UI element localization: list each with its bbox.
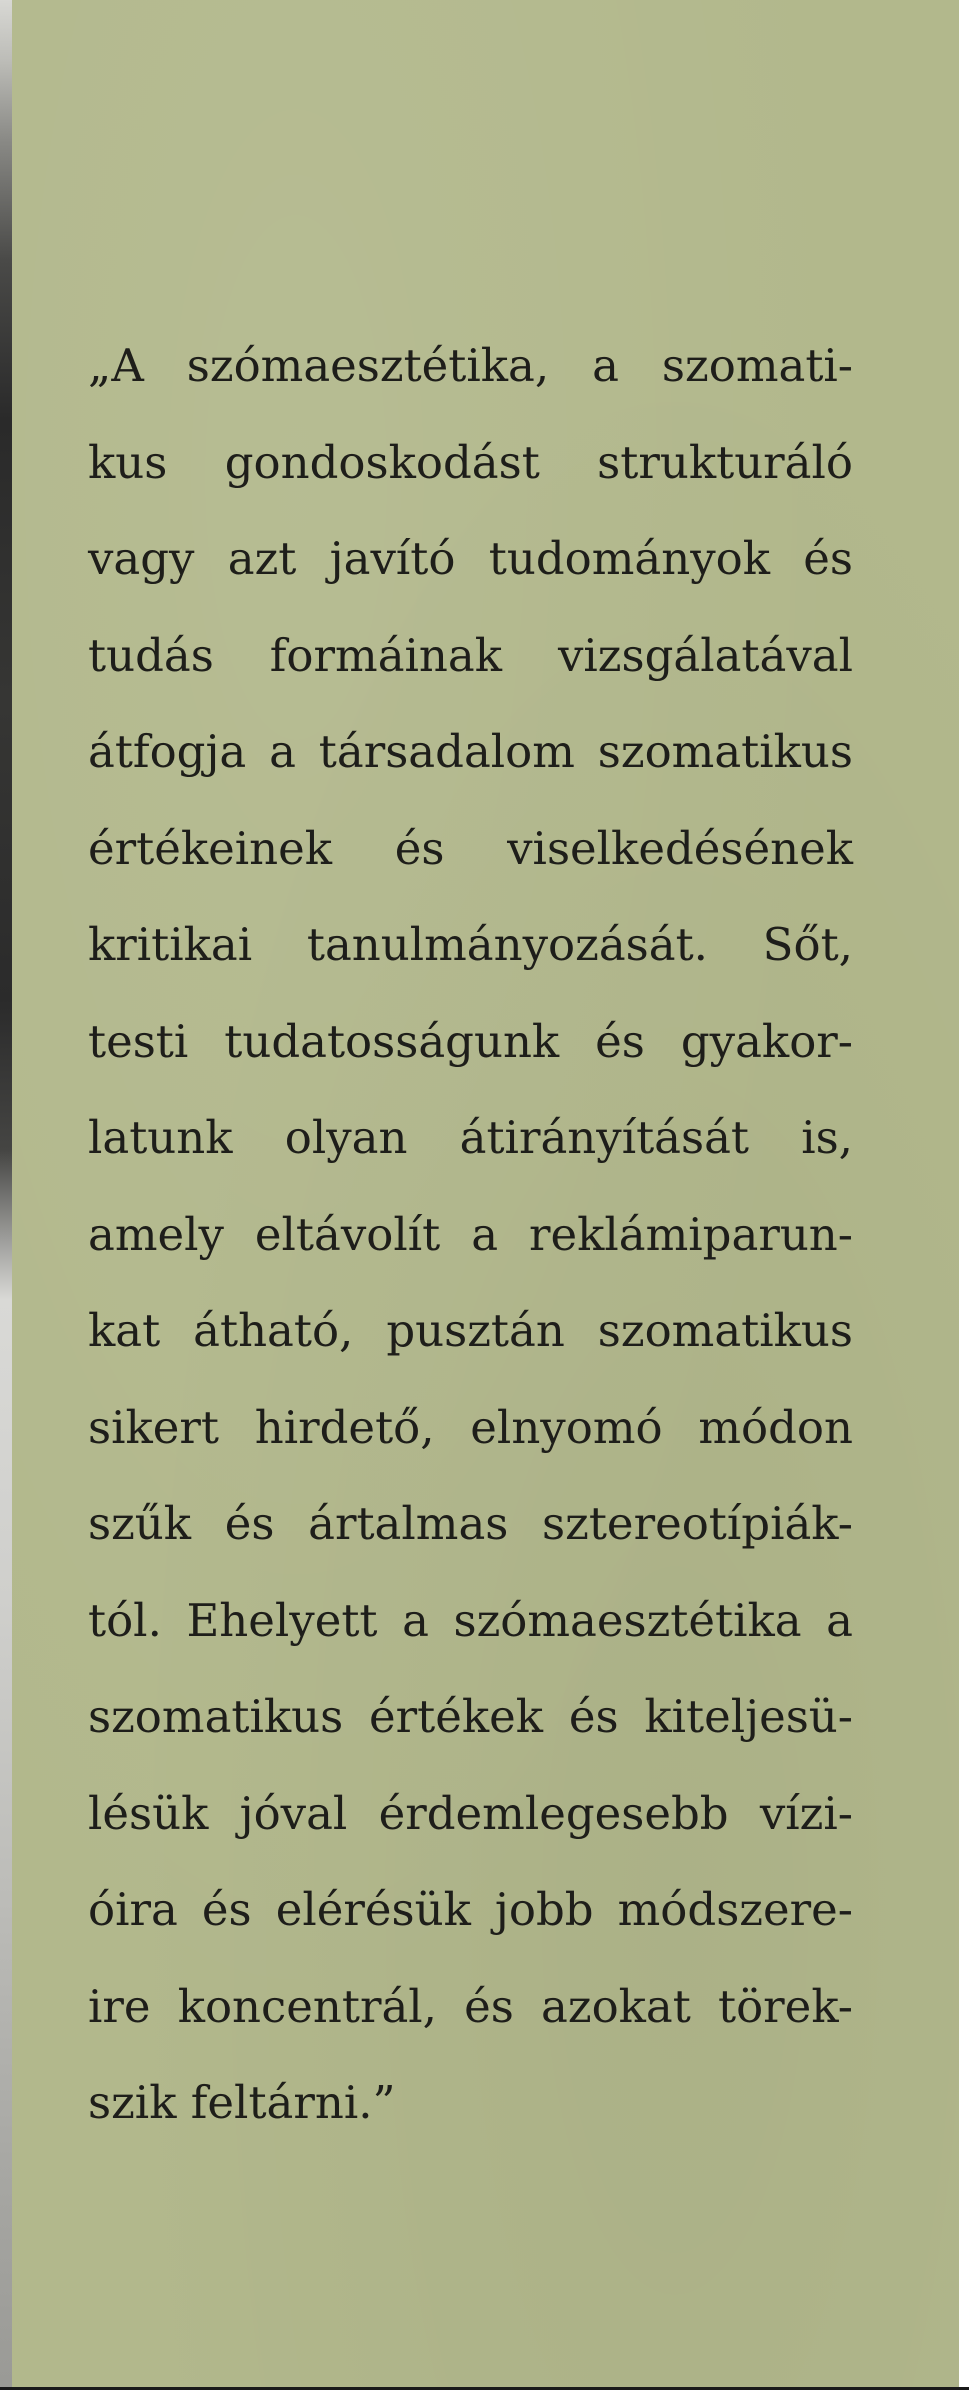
quote-line: átfogja a társadalom szomatikus bbox=[88, 725, 853, 778]
quote-line: sikert hirdető, elnyomó módon bbox=[88, 1400, 853, 1454]
quote-line: testi tudatosságunk és gyakor- bbox=[88, 1014, 853, 1068]
quote-line: vagy azt javító tudományok és bbox=[88, 532, 853, 585]
quote-line: ire koncentrál, és azokat törek- bbox=[88, 1979, 853, 2033]
quote-line: kat átható, pusztán szomatikus bbox=[88, 1304, 853, 1357]
quote-line: szomatikus értékek és kiteljesü- bbox=[88, 1690, 853, 1743]
book-spine-edge bbox=[0, 0, 12, 2401]
quote-line: tudás formáinak vizsgálatával bbox=[88, 628, 853, 682]
quote-line: kus gondoskodást strukturáló bbox=[88, 435, 853, 489]
quote-line: amely eltávolít a reklámiparun- bbox=[88, 1207, 853, 1261]
quote-line: „A szómaesztétika, a szomati- bbox=[88, 339, 853, 392]
quote-line: lésük jóval érdemlegesebb vízi- bbox=[88, 1786, 853, 1840]
quote-line: szűk és ártalmas sztereotípiák- bbox=[88, 1497, 853, 1550]
page-margin-right bbox=[959, 0, 969, 2401]
page-margin-bottom bbox=[0, 2387, 969, 2401]
cover-quote bbox=[88, 318, 853, 2152]
quote-line: latunk olyan átirányítását is, bbox=[88, 1111, 853, 1164]
quote-line: óira és elérésük jobb módszere- bbox=[88, 1883, 853, 1936]
quote-line-last: szik feltárni.” bbox=[88, 2076, 396, 2129]
quote-line: értékeinek és viselkedésének bbox=[88, 821, 853, 875]
quote-line: kritikai tanulmányozását. Sőt, bbox=[88, 918, 853, 971]
quote-line: tól. Ehelyett a szómaesztétika a bbox=[88, 1593, 853, 1647]
